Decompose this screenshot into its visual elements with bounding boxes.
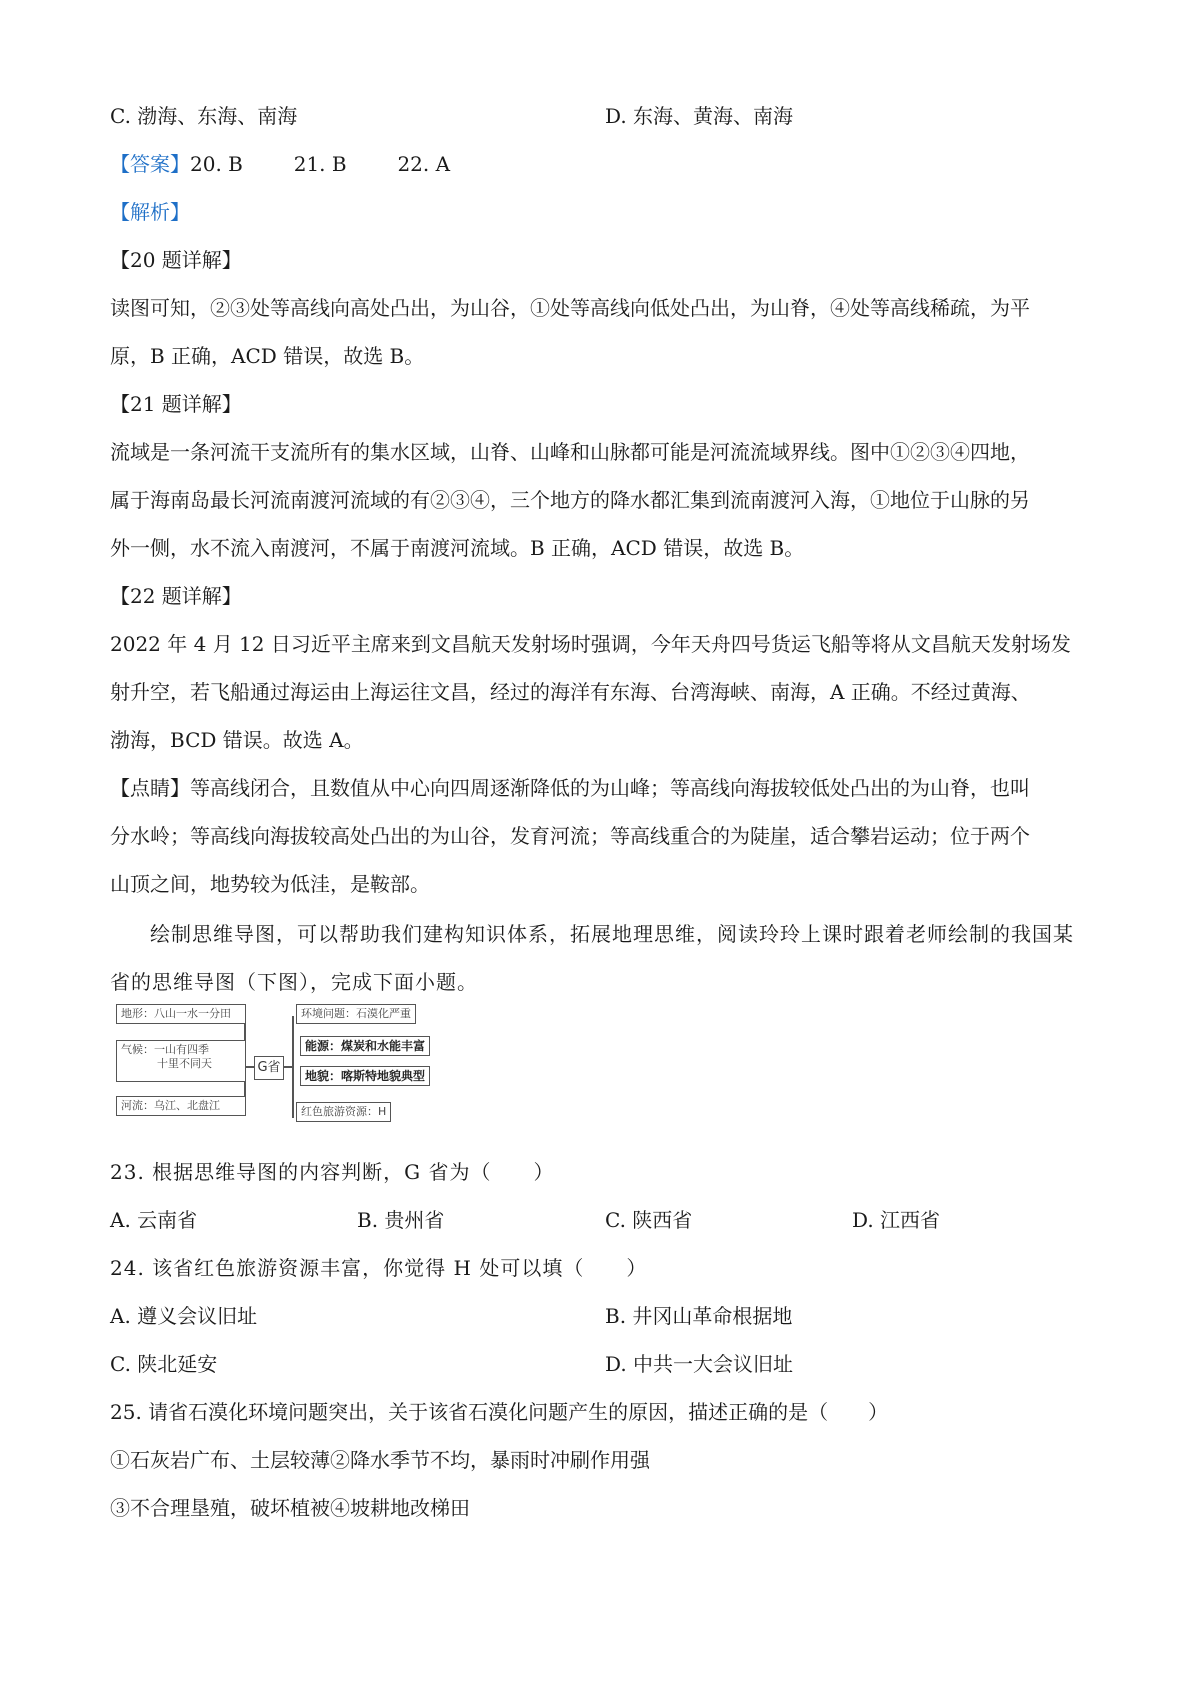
q23-option-d: D. 江西省 [852, 1208, 941, 1232]
intro-line-2: 省的思维导图（下图），完成下面小题。 [110, 970, 478, 994]
answer-text: 20. B 21. B 22. A [190, 152, 451, 176]
q25-line-2: ③不合理垦殖，破坏植被④坡耕地改梯田 [110, 1496, 470, 1520]
q20-heading: 【20 题详解】 [110, 248, 242, 272]
q23-stem: 23. 根据思维导图的内容判断，G 省为（ ） [110, 1160, 555, 1184]
q24-stem: 24. 该省红色旅游资源丰富，你觉得 H 处可以填（ ） [110, 1256, 648, 1280]
q23-option-c: C. 陕西省 [605, 1208, 693, 1232]
mm-landform: 地貌：喀斯特地貌典型 [300, 1066, 430, 1086]
q25-stem: 25. 请省石漠化环境问题突出，关于该省石漠化问题产生的原因，描述正确的是（ ） [110, 1400, 889, 1424]
mm-center-node: G省 [254, 1056, 284, 1080]
q24-option-b: B. 井冈山革命根据地 [605, 1304, 793, 1328]
q22-option-c: C. 渤海、东海、南海 [110, 104, 298, 128]
intro-line-1: 绘制思维导图，可以帮助我们建构知识体系，拓展地理思维，阅读玲玲上课时跟着老师绘制的我国某 [150, 922, 1074, 946]
q21-line-1: 流域是一条河流干支流所有的集水区域，山脊、山峰和山脉都可能是河流流域界线。图中①②③④四地， [110, 440, 1030, 464]
analysis-tag: 【解析】 [110, 200, 190, 224]
mm-environment: 环境问题：石漠化严重 [296, 1004, 416, 1024]
q24-option-d: D. 中共一大会议旧址 [605, 1352, 794, 1376]
mm-red-tourism: 红色旅游资源：H [296, 1102, 391, 1122]
tip-text-1: 等高线闭合，且数值从中心向四周逐渐降低的为山峰；等高线向海拔较低处凸出的为山脊，也叫 [190, 776, 1030, 800]
answer-line [110, 150, 450, 178]
q22-heading: 【22 题详解】 [110, 584, 242, 608]
mm-terrain: 地形：八山一水一分田 [116, 1004, 246, 1024]
mm-climate [116, 1040, 246, 1082]
q22-option-d: D. 东海、黄海、南海 [605, 104, 794, 128]
mm-connector-right [292, 1016, 294, 1118]
q22-line-1: 2022 年 4 月 12 日习近平主席来到文昌航天发射场时强调，今年天舟四号货运飞船等将从文昌航天发射场发 [110, 632, 1071, 656]
q20-line-1: 读图可知，②③处等高线向高处凸出，为山谷，①处等高线向低处凸出，为山脊，④处等高线稀疏，为平 [110, 296, 1030, 320]
q20-line-2: 原，B 正确，ACD 错误，故选 B。 [110, 344, 425, 368]
q21-line-2: 属于海南岛最长河流南渡河流域的有②③④，三个地方的降水都汇集到流南渡河入海，①地位于山脉的另 [110, 488, 1030, 512]
tip-line-1 [110, 774, 1030, 802]
mm-climate-line-2: 十里不同天 [157, 1057, 212, 1070]
mm-climate-line-1: 气候：一山有四季 [121, 1043, 209, 1056]
q21-heading: 【21 题详解】 [110, 392, 242, 416]
q22-line-2: 射升空，若飞船通过海运由上海运往文昌，经过的海洋有东海、台湾海峡、南海，A 正确。不经过黄海、 [110, 680, 1031, 704]
q24-option-a: A. 遵义会议旧址 [110, 1304, 258, 1328]
answer-tag: 【答案】 [110, 152, 190, 176]
tip-line-3: 山顶之间，地势较为低洼，是鞍部。 [110, 872, 430, 896]
q22-line-3: 渤海，BCD 错误。故选 A。 [110, 728, 364, 752]
mind-map [116, 1002, 466, 1128]
q25-line-1: ①石灰岩广布、土层较薄②降水季节不均，暴雨时冲刷作用强 [110, 1448, 650, 1472]
q23-option-a: A. 云南省 [110, 1208, 198, 1232]
tip-tag: 【点睛】 [110, 776, 190, 800]
q24-option-c: C. 陕北延安 [110, 1352, 218, 1376]
mm-energy: 能源：煤炭和水能丰富 [300, 1036, 430, 1056]
q21-line-3: 外一侧，水不流入南渡河，不属于南渡河流域。B 正确，ACD 错误，故选 B。 [110, 536, 805, 560]
tip-line-2: 分水岭；等高线向海拔较高处凸出的为山谷，发育河流；等高线重合的为陡崖，适合攀岩运动；位于两个 [110, 824, 1030, 848]
q23-option-b: B. 贵州省 [357, 1208, 445, 1232]
mm-rivers: 河流：乌江、北盘江 [116, 1096, 246, 1116]
